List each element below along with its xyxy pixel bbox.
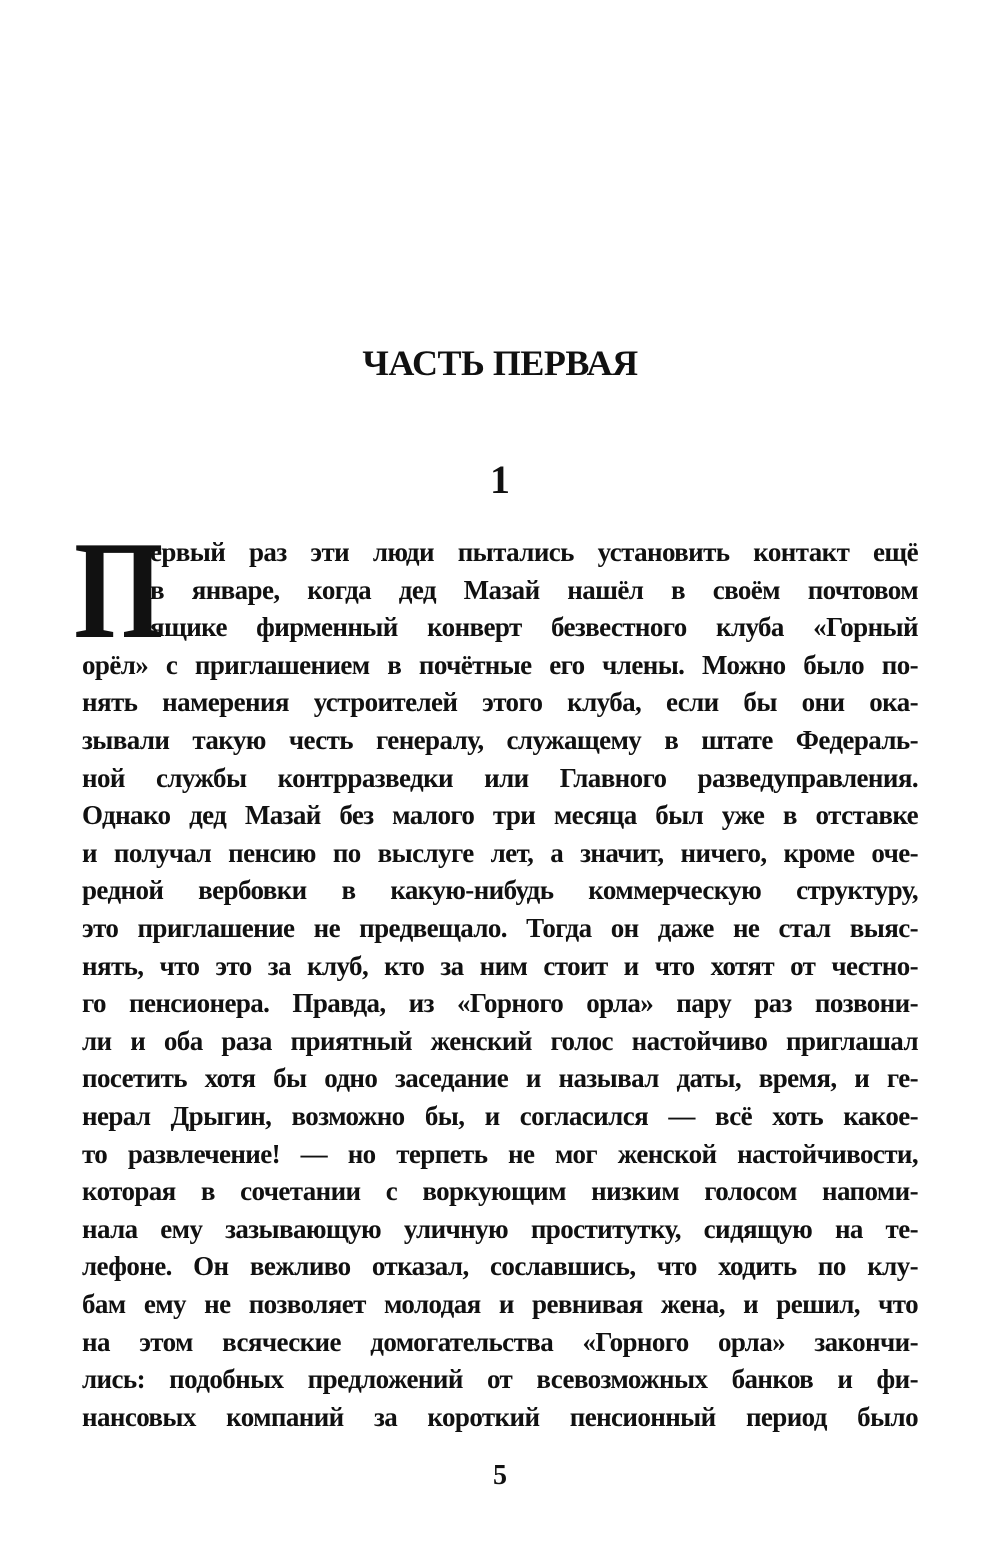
text-line: нала ему зазывающую уличную проститутку, сидящую на те- — [82, 1213, 918, 1244]
text-line: то развлечение! — но терпеть не мог женской настойчивости, — [82, 1138, 918, 1169]
text-line: нять, что это за клуб, кто за ним стоит и что хотят от честно- — [82, 950, 918, 981]
text-line: это приглашение не предвещало. Тогда он даже не стал выяс- — [82, 913, 918, 943]
text-line: посетить хотя бы одно заседание и называл даты, время, и ге- — [82, 1063, 918, 1094]
text-line: на этом всяческие домогательства «Горного орла» закончи- — [82, 1326, 918, 1357]
text-line: которая в сочетании с воркующим низким голосом напоми- — [82, 1176, 918, 1207]
text-line: лефоне. Он вежливо отказал, сославшись, что ходить по клу- — [82, 1251, 918, 1282]
text-line: ли и оба раза приятный женский голос настойчиво приглашал — [82, 1025, 918, 1056]
text-line: ервый раз эти люди пытались установить контакт ещё — [150, 537, 918, 567]
text-line: ной службы контрразведки или Главного разведуправления. — [82, 762, 918, 793]
text-line: нять намерения устроителей этого клуба, если бы они ока- — [82, 687, 918, 718]
text-line: лись: подобных предложений от всевозможных банков и фи- — [82, 1364, 918, 1395]
part-title: ЧАСТЬ ПЕРВАЯ — [362, 343, 638, 383]
text-line: го пенсионера. Правда, из «Горного орла» пару раз позвони- — [82, 988, 918, 1019]
chapter-number: 1 — [490, 457, 510, 502]
text-line: зывали такую честь генералу, служащему в штате Федераль- — [82, 725, 918, 755]
text-line: редной вербовки в какую-нибудь коммерческую структуру, — [82, 875, 918, 906]
text-line: и получал пенсию по выслуге лет, а значит, ничего, кроме оче- — [82, 837, 918, 868]
text-line: в январе, когда дед Мазай нашёл в своём почтовом — [150, 574, 918, 605]
page-number: 5 — [493, 1460, 507, 1491]
text-line: бам ему не позволяет молодая и ревнивая жена, и решил, что — [82, 1289, 918, 1319]
text-line: Однако дед Мазай без малого три месяца был уже в отставке — [82, 800, 918, 831]
drop-cap: П — [74, 513, 164, 668]
text-line: нансовых компаний за короткий пенсионный период было — [82, 1401, 918, 1432]
text-line: ящике фирменный конверт безвестного клуба «Горный — [150, 612, 918, 643]
text-line: нерал Дрыгин, возможно бы, и согласился — всё хоть какое- — [82, 1101, 918, 1131]
text-line: орёл» с приглашением в почётные его члены. Можно было по- — [82, 649, 918, 680]
